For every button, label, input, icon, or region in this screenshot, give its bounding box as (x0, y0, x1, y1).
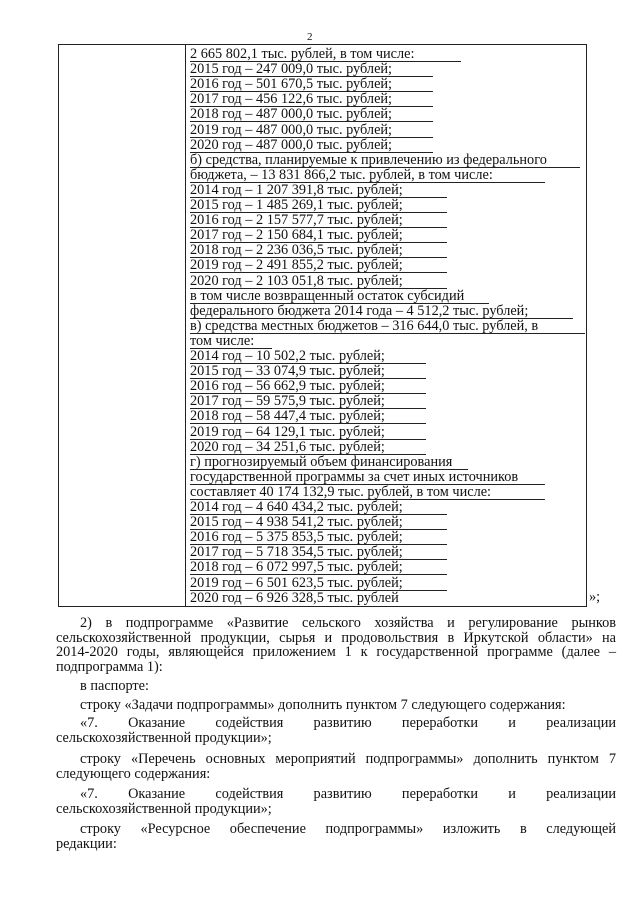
table-line: 2014 год – 1 207 391,8 тыс. рублей; (190, 183, 447, 198)
paragraph-line: подпрограмма 1): (56, 658, 163, 675)
paragraph-item7-b-cont: сельскохозяйственной продукции»; (56, 801, 272, 817)
table-line: 2015 год – 1 485 269,1 тыс. рублей; (190, 198, 447, 213)
table-line: 2017 год – 59 575,9 тыс. рублей; (190, 394, 426, 409)
table-line: 2016 год – 2 157 577,7 тыс. рублей; (190, 213, 447, 228)
table-line: 2019 год – 487 000,0 тыс. рублей; (190, 123, 433, 138)
table-line: 2020 год – 6 926 328,5 тыс. рублей (190, 589, 399, 606)
paragraph-resources-line: строку «Ресурсное обеспечение подпрограммы» изложить в следующей (80, 821, 616, 837)
funding-table (58, 44, 587, 607)
paragraph-item7-a: «7. Оказание содействия развитию переработки и реализации (80, 715, 616, 731)
paragraph-activities-line: строку «Перечень основных мероприятий подпрограммы» дополнить пунктом 7 (80, 751, 616, 767)
table-line: 2020 год – 487 000,0 тыс. рублей; (190, 138, 433, 153)
table-line: 2 665 802,1 тыс. рублей, в том числе: (190, 47, 461, 62)
table-line: 2017 год – 5 718 354,5 тыс. рублей; (190, 545, 447, 560)
table-line: государственной программы за счет иных источников (190, 470, 545, 485)
table-line: 2017 год – 2 150 684,1 тыс. рублей; (190, 228, 447, 243)
table-line: составляет 40 174 132,9 тыс. рублей, в том числе: (190, 485, 545, 500)
table-line: федерального бюджета 2014 года – 4 512,2 тыс. рублей; (190, 304, 573, 319)
table-line: 2017 год – 456 122,6 тыс. рублей; (190, 92, 433, 107)
table-line: в том числе возвращенный остаток субсидий (190, 289, 489, 304)
table-line: 2014 год – 4 640 434,2 тыс. рублей; (190, 500, 447, 515)
table-line: 2015 год – 33 074,9 тыс. рублей; (190, 364, 426, 379)
paragraph-resources-cont: редакции: (56, 836, 117, 852)
paragraph-tasks-line: строку «Задачи подпрограммы» дополнить пунктом 7 следующего содержания: (80, 697, 566, 713)
table-line: 2015 год – 247 009,0 тыс. рублей; (190, 62, 433, 77)
paragraph-item7-a-cont: сельскохозяйственной продукции»; (56, 730, 272, 746)
paragraph-item7-b: «7. Оказание содействия развитию переработки и реализации (80, 786, 616, 802)
table-line: 2016 год – 5 375 853,5 тыс. рублей; (190, 530, 447, 545)
table-line: 2016 год – 56 662,9 тыс. рублей; (190, 379, 426, 394)
table-line: 2020 год – 2 103 051,8 тыс. рублей; (190, 274, 447, 289)
paragraph-subprogram-intro (56, 616, 616, 674)
table-line: 2019 год – 6 501 623,5 тыс. рублей; (190, 576, 447, 591)
page-number: 2 (307, 31, 313, 43)
paragraph-line: 2014-2020 годы, являющейся приложением 1 к государственной программе (далее – (56, 644, 616, 660)
table-line: бюджета, – 13 831 866,2 тыс. рублей, в том числе: (190, 168, 545, 183)
paragraph-activities-cont: следующего содержания: (56, 766, 211, 782)
table-line: 2019 год – 64 129,1 тыс. рублей; (190, 425, 426, 440)
table-column-divider (185, 45, 186, 606)
table-line: г) прогнозируемый объем финансирования (190, 455, 468, 470)
paragraph-passport: в паспорте: (80, 678, 149, 694)
table-line: 2015 год – 4 938 541,2 тыс. рублей; (190, 515, 447, 530)
table-line: в) средства местных бюджетов – 316 644,0 тыс. рублей, в (190, 319, 585, 334)
table-line: 2018 год – 2 236 036,5 тыс. рублей; (190, 243, 447, 258)
table-line: 2014 год – 10 502,2 тыс. рублей; (190, 349, 426, 364)
table-line: 2018 год – 487 000,0 тыс. рублей; (190, 107, 433, 122)
table-line: 2018 год – 58 447,4 тыс. рублей; (190, 409, 426, 424)
paragraph-line: сельскохозяйственной продукции, сырья и продовольствия в Иркутской области» на (56, 629, 616, 646)
table-line: 2020 год – 34 251,6 тыс. рублей; (190, 440, 426, 455)
closing-quote: »; (589, 589, 601, 605)
table-line: 2019 год – 2 491 855,2 тыс. рублей; (190, 258, 447, 273)
table-line: 2016 год – 501 670,5 тыс. рублей; (190, 77, 433, 92)
table-line: 2018 год – 6 072 997,5 тыс. рублей; (190, 560, 447, 575)
table-line: б) средства, планируемые к привлечению из федерального (190, 153, 580, 168)
table-line: том числе: (190, 334, 272, 349)
paragraph-line: 2) в подпрограмме «Развитие сельского хозяйства и регулирование рынков (80, 615, 616, 631)
